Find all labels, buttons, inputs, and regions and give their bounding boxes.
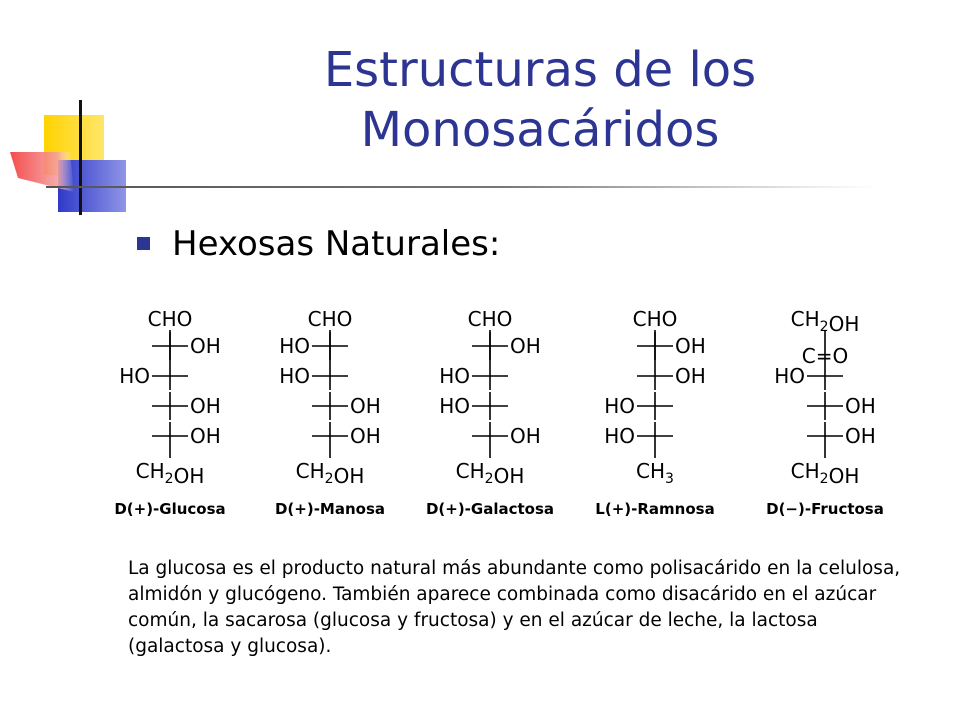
structure-name-label: D(+)-Glucosa	[114, 500, 226, 518]
left-substituent: HO	[774, 364, 805, 388]
structure-top-group: CHO	[632, 307, 678, 331]
right-substituent: OH	[845, 394, 876, 418]
structure-5	[766, 307, 884, 518]
left-substituent: HO	[439, 364, 470, 388]
structure-2	[275, 307, 385, 518]
structure-top-group: $CH_2OH$	[790, 307, 860, 336]
right-substituent: OH	[675, 334, 706, 358]
right-substituent: OH	[675, 364, 706, 388]
structure-bottom-group: $CH_2OH$	[790, 459, 860, 488]
right-substituent: OH	[190, 424, 221, 448]
right-substituent: OH	[510, 334, 541, 358]
left-substituent: HO	[604, 424, 635, 448]
right-substituent: OH	[510, 424, 541, 448]
left-substituent: HO	[604, 394, 635, 418]
structure-top-group: CHO	[147, 307, 193, 331]
left-substituent: HO	[279, 364, 310, 388]
structure-bottom-group: $CH_3$	[636, 459, 674, 487]
structure-name-label: D(+)-Galactosa	[425, 500, 555, 518]
hexose-structures	[100, 296, 920, 526]
carbonyl-group: C=O	[801, 344, 849, 368]
slide-title	[260, 40, 820, 160]
structure-name-label: D(+)-Manosa	[274, 500, 386, 518]
left-substituent: HO	[439, 394, 470, 418]
structure-bottom-group: $CH_2OH$	[135, 459, 205, 488]
title-line-1: Estructuras de los	[323, 42, 757, 98]
bullet-text: Hexosas Naturales:	[172, 224, 501, 264]
right-substituent: OH	[190, 394, 221, 418]
right-substituent: OH	[350, 394, 381, 418]
right-substituent: OH	[350, 424, 381, 448]
structure-bottom-group: $CH_2OH$	[295, 459, 365, 488]
structure-1	[114, 307, 225, 518]
structure-bottom-group: $CH_2OH$	[455, 459, 525, 488]
bullet-square-icon	[137, 237, 150, 250]
left-substituent: HO	[119, 364, 150, 388]
structure-name-label: D(−)-Fructosa	[766, 500, 884, 518]
structure-name-label: L(+)-Ramnosa	[595, 500, 715, 518]
title-line-2: Monosacáridos	[360, 102, 720, 158]
structure-3	[426, 307, 554, 518]
right-substituent: OH	[190, 334, 221, 358]
left-substituent: HO	[279, 334, 310, 358]
title-underline	[46, 186, 876, 188]
structure-top-group: CHO	[307, 307, 353, 331]
description-paragraph: La glucosa es el producto natural más abundante como polisacárido en la celulosa, almidón y glucógeno. También aparece combinada como disacárido en el azúcar común, la sacarosa (glucosa y fructosa) y en el azúcar de leche, la lactosa (galactosa y glucosa).	[128, 558, 901, 657]
structure-top-group: CHO	[467, 307, 513, 331]
right-substituent: OH	[845, 424, 876, 448]
structure-4	[595, 307, 714, 518]
corner-decoration	[0, 0, 140, 230]
